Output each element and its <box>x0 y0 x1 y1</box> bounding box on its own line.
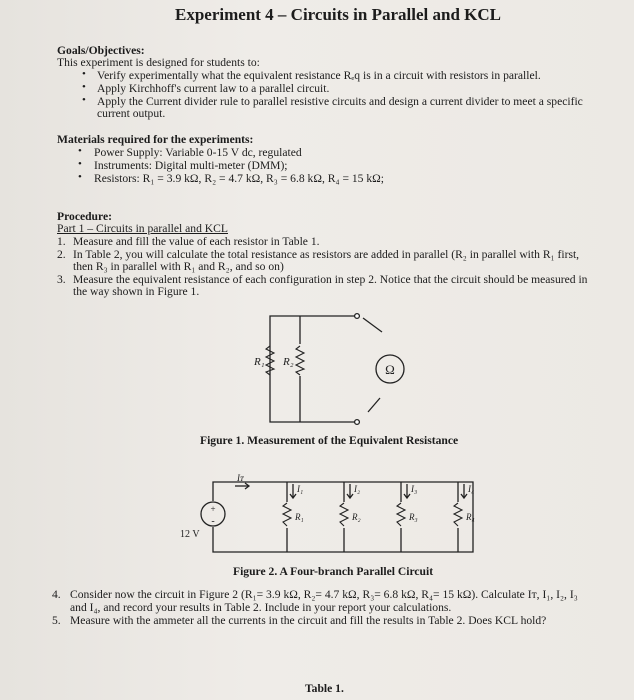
step-1-number: 1. <box>57 235 66 248</box>
bullet-icon: • <box>82 68 86 80</box>
current-label-2: I₂ <box>354 484 361 494</box>
bullet-icon: • <box>82 81 86 93</box>
step-3-text-cont: the way shown in Figure 1. <box>73 285 200 298</box>
source-minus: - <box>211 516 215 527</box>
page-title: Experiment 4 – Circuits in Parallel and KCL <box>175 5 501 24</box>
step-4-text: Consider now the circuit in Figure 2 (R₁= 3.9 kΩ, R₂= 4.7 kΩ, R₃= 6.8 kΩ, R₄= 15 kΩ). Calculate Iᴛ, I₁, I₂, I₃ <box>70 588 578 601</box>
total-current-label: Iᴛ <box>237 473 244 483</box>
current-label-4: I₄ <box>468 484 475 494</box>
figure-2-circuit <box>175 470 495 565</box>
step-4-number: 4. <box>52 588 61 601</box>
current-label-3: I₃ <box>411 484 418 494</box>
procedure-part: Part 1 – Circuits in parallel and KCL <box>57 222 228 235</box>
step-3-number: 3. <box>57 273 66 286</box>
bullet-icon: • <box>78 158 82 170</box>
resistor-label-1: R₁ <box>295 512 304 522</box>
source-plus: + <box>210 504 216 514</box>
goal-item-3-cont: current output. <box>97 107 166 120</box>
goal-item-2: Apply Kirchhoff's current law to a parallel circuit. <box>97 82 330 95</box>
step-4-text-cont: and I₄, and record your results in Table 2. Include in your report your calculations. <box>70 601 452 614</box>
material-item-1: Power Supply: Variable 0-15 V dc, regulated <box>94 146 302 159</box>
step-2-text-cont: then R₃ in parallel with R₁ and R₂, and so on) <box>73 260 284 273</box>
materials-heading: Materials required for the experiments: <box>57 133 254 146</box>
goals-intro: This experiment is designed for students to: <box>57 56 260 69</box>
material-item-2: Instruments: Digital multi-meter (DMM); <box>94 159 288 172</box>
ohm-meter-symbol: Ω <box>385 362 395 377</box>
goal-item-1: Verify experimentally what the equivalent resistance Rₑq is in a circuit with resistors in parallel. <box>97 69 541 82</box>
bullet-icon: • <box>78 171 82 183</box>
source-voltage-label: 12 V <box>180 529 200 540</box>
figure-1-caption: Figure 1. Measurement of the Equivalent Resistance <box>200 434 459 447</box>
step-2-number: 2. <box>57 248 66 261</box>
figure-2-caption: Figure 2. A Four-branch Parallel Circuit <box>233 565 434 578</box>
material-item-3: Resistors: R₁ = 3.9 kΩ, R₂ = 4.7 kΩ, R₃ = 6.8 kΩ, R₄ = 15 kΩ; <box>94 172 385 185</box>
step-2-text: In Table 2, you will calculate the total resistance as resistors are added in parallel (R₂ in parallel with R₁ first, <box>73 248 580 261</box>
resistor-label-3: R₃ <box>409 512 418 522</box>
goal-item-3: Apply the Current divider rule to parallel resistive circuits and design a current divider to meet a specific <box>97 95 583 108</box>
fig1-r1-label: R₁ <box>254 356 265 368</box>
table-1-caption: Table 1. <box>305 682 344 695</box>
resistor-label-2: R₂ <box>352 512 361 522</box>
step-5-number: 5. <box>52 614 61 627</box>
goals-heading: Goals/Objectives: <box>57 44 145 57</box>
step-3-text: Measure the equivalent resistance of each configuration in step 2. Notice that the circuit should be measured in <box>73 273 588 286</box>
procedure-heading: Procedure: <box>57 210 112 223</box>
fig1-r2-label: R₂ <box>283 356 294 368</box>
bullet-icon: • <box>82 94 86 106</box>
step-5-text: Measure with the ammeter all the currents in the circuit and fill the results in Table 2. Does KCL hold? <box>70 614 547 627</box>
current-label-1: I₁ <box>297 484 304 494</box>
figure-1-circuit <box>230 300 430 430</box>
resistor-label-4: R₄ <box>466 512 475 522</box>
bullet-icon: • <box>78 145 82 157</box>
step-1-text: Measure and fill the value of each resistor in Table 1. <box>73 235 320 248</box>
